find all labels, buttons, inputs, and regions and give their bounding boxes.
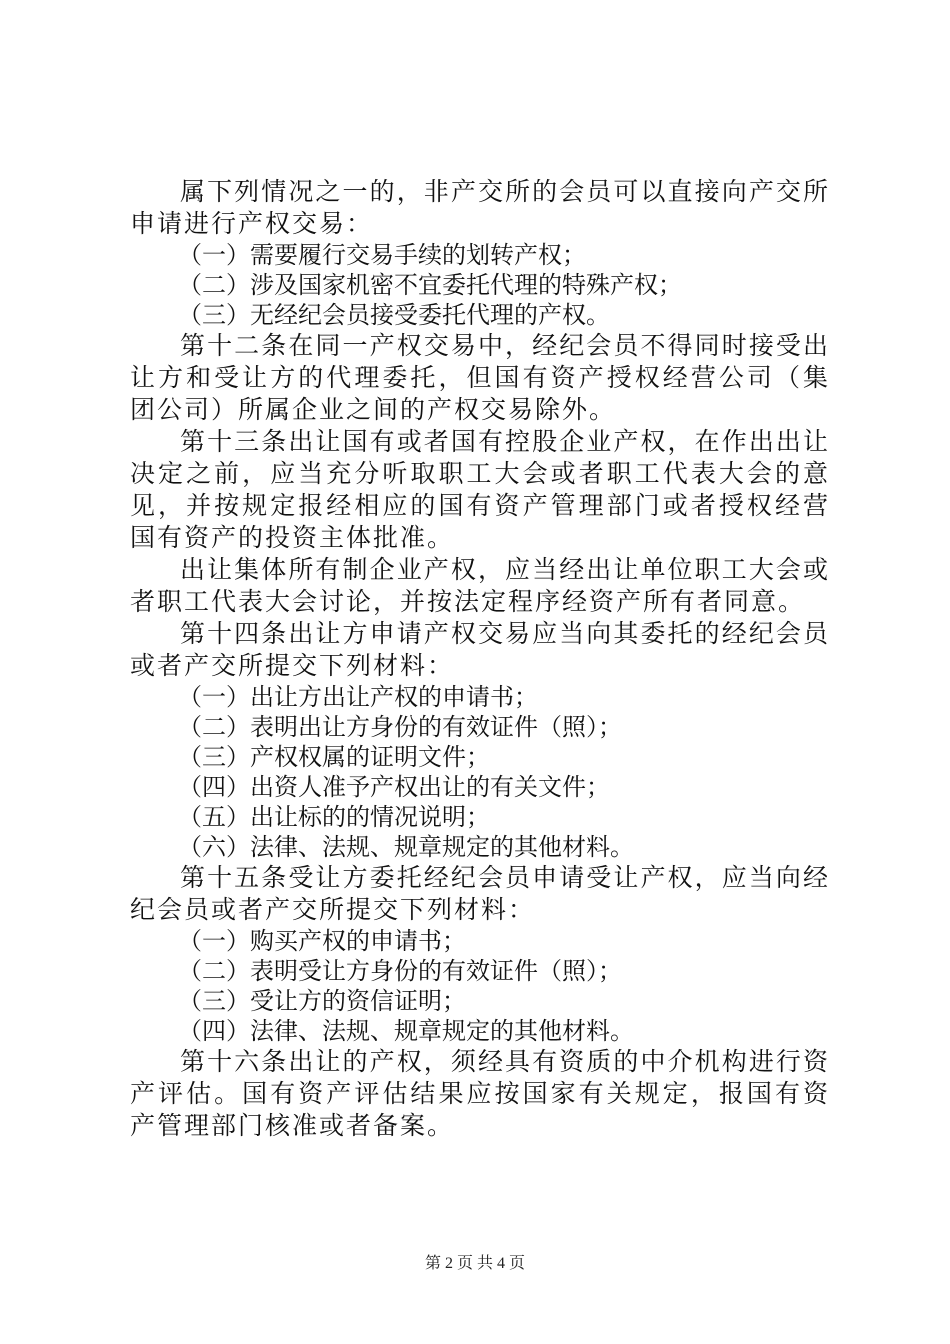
- list-item: （二）表明出让方身份的有效证件（照）；: [178, 713, 622, 741]
- list-item: （一）购买产权的申请书；: [178, 927, 466, 955]
- list-item: （二）涉及国家机密不宜委托代理的特殊产权；: [178, 271, 682, 299]
- list-item: （二）表明受让方身份的有效证件（照）；: [178, 957, 622, 985]
- list-item: （一）出让方出让产权的申请书；: [178, 683, 538, 711]
- list-item: （四）法律、法规、规章规定的其他材料。: [178, 1017, 634, 1045]
- list-item: （三）产权权属的证明文件；: [178, 743, 490, 771]
- paragraph: 第十五条受让方委托经纪会员申请受让产权，应当向经纪会员或者产交所提交下列材料：: [130, 863, 830, 924]
- paragraph: 第十二条在同一产权交易中，经纪会员不得同时接受出让方和受让方的代理委托，但国有资产授权经营公司（集团公司）所属企业之间的产权交易除外。: [130, 331, 830, 424]
- paragraph: 第十四条出让方申请产权交易应当向其委托的经纪会员或者产交所提交下列材料：: [130, 619, 830, 680]
- list-item: （四）出资人准予产权出让的有关文件；: [178, 773, 610, 801]
- page-footer: 第 2 页 共 4 页: [424, 1255, 525, 1272]
- list-item: （三）无经纪会员接受委托代理的产权。: [178, 301, 610, 329]
- list-item: （五）出让标的的情况说明；: [178, 803, 490, 831]
- list-item: （三）受让方的资信证明；: [178, 987, 466, 1015]
- paragraph: 属下列情况之一的，非产交所的会员可以直接向产交所申请进行产权交易：: [130, 177, 830, 238]
- list-item: （六）法律、法规、规章规定的其他材料。: [178, 833, 634, 861]
- paragraph: 第十六条出让的产权，须经具有资质的中介机构进行资产评估。国有资产评估结果应按国家有关规定，报国有资产管理部门核准或者备案。: [130, 1047, 830, 1140]
- paragraph: 出让集体所有制企业产权，应当经出让单位职工大会或者职工代表大会讨论，并按法定程序经资产所有者同意。: [130, 555, 830, 616]
- list-item: （一）需要履行交易手续的划转产权；: [178, 241, 586, 269]
- document-body: [130, 176, 830, 1142]
- paragraph: 第十三条出让国有或者国有控股企业产权，在作出出让决定之前，应当充分听取职工大会或者职工代表大会的意见，并按规定报经相应的国有资产管理部门或者授权经营国有资产的投资主体批准。: [130, 427, 830, 552]
